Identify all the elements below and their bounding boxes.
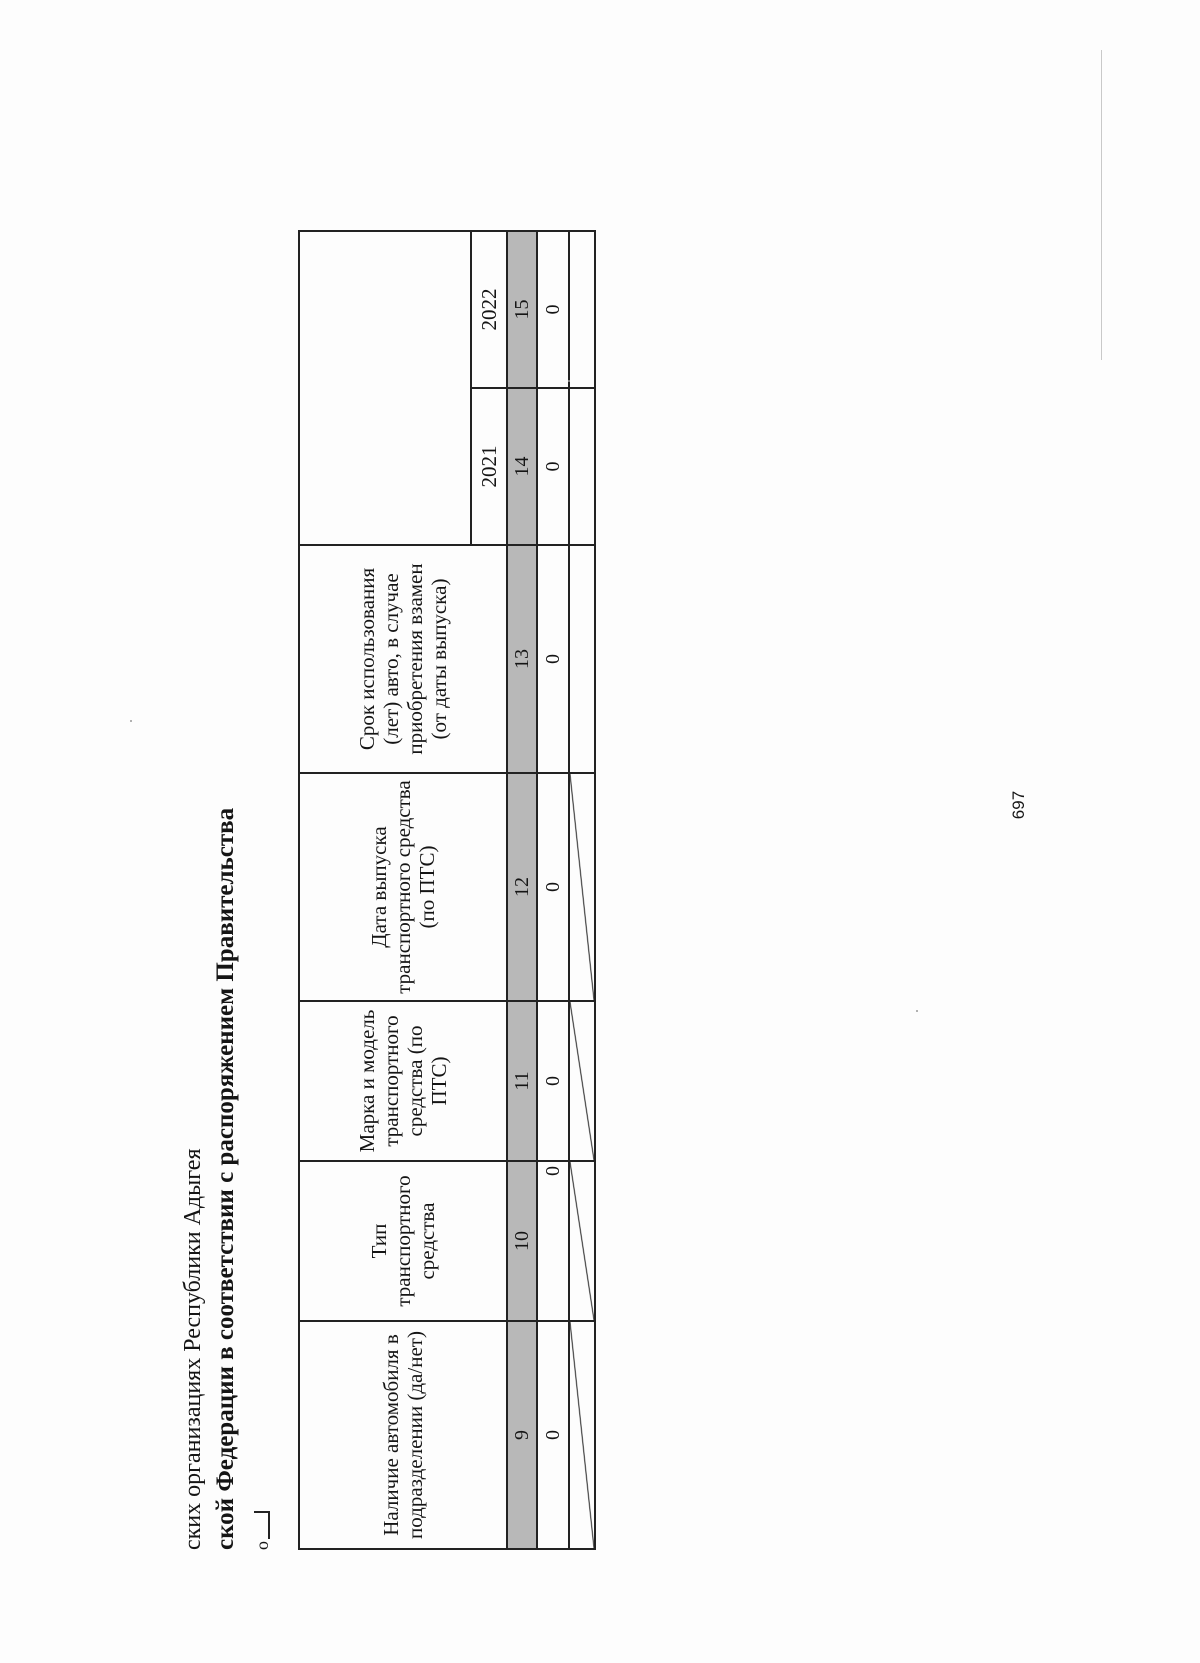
- col-header-availability: Наличие автомобиля в подразделении (да/нет): [299, 1321, 507, 1549]
- header-line-3-text: о: [252, 1541, 272, 1550]
- col-header-year-2021: 2021: [471, 388, 507, 545]
- column-number: 11: [507, 1001, 537, 1161]
- scan-edge-mark: [1101, 50, 1102, 360]
- cell-value: 0: [537, 1161, 569, 1321]
- cell-value: 0: [537, 388, 569, 545]
- header-line-3: [252, 1511, 273, 1550]
- col-header-release-date: Дата выпуска транспортного средства (по ПТС): [299, 773, 507, 1001]
- column-number: 9: [507, 1321, 537, 1549]
- struck-cell: [569, 1321, 595, 1549]
- column-number: 13: [507, 545, 537, 773]
- blank-field: [254, 1511, 270, 1539]
- header-line-1: ских организациях Республики Адыгея: [180, 1148, 206, 1550]
- cell-value: 0: [537, 231, 569, 388]
- struck-cell: [569, 773, 595, 1001]
- rotated-page-content: [180, 130, 580, 1550]
- scan-speck: [130, 720, 132, 722]
- struck-cell: [569, 1161, 595, 1321]
- header-line-2: ской Федерации в соответствии с распоряжением Правительства: [212, 807, 239, 1550]
- column-number: 14: [507, 388, 537, 545]
- empty-cell: [569, 545, 595, 773]
- empty-cell: [569, 388, 595, 545]
- cell-value: 0: [537, 1321, 569, 1549]
- column-number: 10: [507, 1161, 537, 1321]
- col-header-make-model: Марка и модель транспортного средства (по ПТС): [299, 1001, 507, 1161]
- col-header-usage-period: Срок использования (лет) авто, в случае приобретения взамен (от даты выпуска): [299, 545, 507, 773]
- column-number: 15: [507, 231, 537, 388]
- column-number: 12: [507, 773, 537, 1001]
- col-header-year-2022: 2022: [471, 231, 507, 388]
- cell-value: 0: [537, 773, 569, 1001]
- col-header-years-group: [299, 231, 471, 545]
- empty-cell: [569, 231, 595, 388]
- scan-speck: [916, 1010, 918, 1012]
- scan-speck: [568, 380, 570, 382]
- cell-value: 0: [537, 545, 569, 773]
- page-number: 697: [1009, 790, 1029, 820]
- vehicle-table: [298, 230, 596, 1550]
- col-header-vehicle-type: Тип транспортного средства: [299, 1161, 507, 1321]
- cell-value: 0: [537, 1001, 569, 1161]
- struck-cell: [569, 1001, 595, 1161]
